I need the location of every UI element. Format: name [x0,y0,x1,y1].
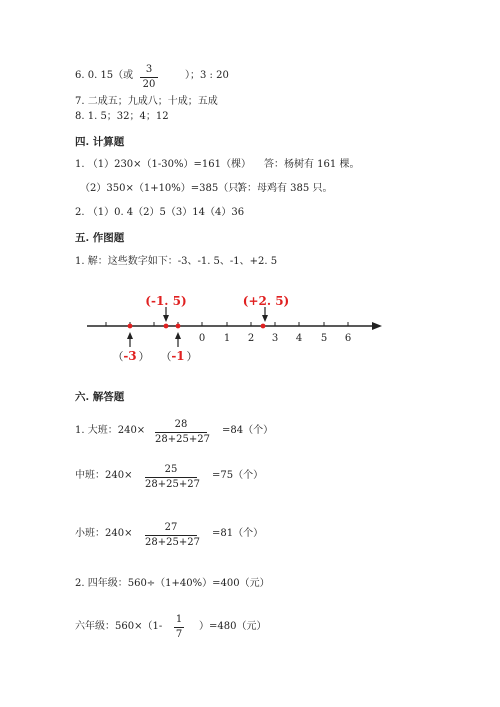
solution-2-grade-4: 2. 四年级：560÷（1+40%）=400（元） [75,578,270,589]
fraction-numerator: 27 [164,522,178,533]
point-minus-1 [176,324,181,329]
solution-c-prefix: 小班：240× [75,528,133,539]
label-minus-3: -3 [123,349,137,363]
solution-a-suffix: =84（个） [222,425,274,436]
paren-left: （ [160,350,172,363]
fraction-numerator: 28 [174,419,188,430]
pointer-arrows [130,307,265,347]
arrowhead-down [262,315,268,322]
solution-c-fraction [145,522,200,549]
solution-b-prefix: 中班：240× [75,470,133,481]
section-5-title: 五. 作图题 [75,232,125,244]
label-plus-2-5: (+2. 5) [242,294,290,308]
answer-8: 8. 1. 5；32；4；12 [75,111,169,122]
arrowhead-down [163,315,169,322]
answer-7: 7. 二成五；九成八；十成；五成 [75,96,218,107]
label-minus-1: -1 [171,349,185,363]
solution-e-suffix: ）=480（元） [199,621,267,632]
fraction-denominator: 20 [142,79,156,90]
solution-c-suffix: =81（个） [212,528,264,539]
answer-6-prefix: 6. 0. 15（或 [75,70,134,81]
fraction-numerator: 25 [164,464,178,475]
fraction-denominator: 28+25+27 [145,537,200,548]
fraction-bar [155,432,207,433]
answer-6-suffix: ）；3 : 20 [185,70,229,81]
calc-1-1: 1. （1）230×（1-30%）=161（棵） [75,159,251,170]
point-minus-3 [128,324,133,329]
solution-b-fraction [145,464,200,491]
section-4-title: 四. 计算题 [75,136,125,148]
label-minus-1-5: (-1. 5) [145,294,187,308]
paren-left: （ [112,350,124,363]
solution-b-suffix: =75（个） [212,470,264,481]
point-plus-2-5 [261,324,266,329]
fraction-bar [145,477,197,478]
arrowhead-up [175,332,181,339]
fraction-bar [174,627,184,628]
arrowhead-up [127,332,133,339]
calc-1-2-answer: 答：母鸡有 385 只。 [237,183,333,194]
solution-a-prefix: 1. 大班：240× [75,425,146,436]
tick-label-1: 1 [223,333,231,344]
fraction-bar [145,535,197,536]
tick-label-0: 0 [198,333,206,344]
axis-arrowhead [372,322,382,330]
section-6-title: 六. 解答题 [75,391,125,403]
solution-e-fraction [174,614,184,641]
point-minus-1-5 [164,324,169,329]
fraction-numerator: 3 [145,64,153,75]
solution-a-fraction [155,419,210,446]
fraction-denominator: 28+25+27 [145,479,200,490]
calc-2: 2. （1）0. 4（2）5（3）14（4）36 [75,207,245,218]
tick-label-4: 4 [295,333,303,344]
calc-1-2: （2）350×（1+10%）=385（只） [80,183,249,194]
tick-label-3: 3 [271,333,279,344]
tick-label-2: 2 [247,333,255,344]
tick-label-6: 6 [344,333,352,344]
fraction-denominator: 7 [175,629,183,640]
drawing-1: 1. 解：这些数字如下：-3、-1. 5、-1、+2. 5 [75,256,278,267]
tick-labels [199,333,351,344]
tick-label-5: 5 [320,333,328,344]
paren-right: ） [138,350,150,363]
fraction-denominator: 28+25+27 [155,434,210,445]
paren-right: ） [186,350,198,363]
solution-e-prefix: 六年级：560×（1- [75,621,163,632]
fraction-numerator: 1 [175,614,183,625]
calc-1-1-answer: 答：杨树有 161 棵。 [264,159,360,170]
